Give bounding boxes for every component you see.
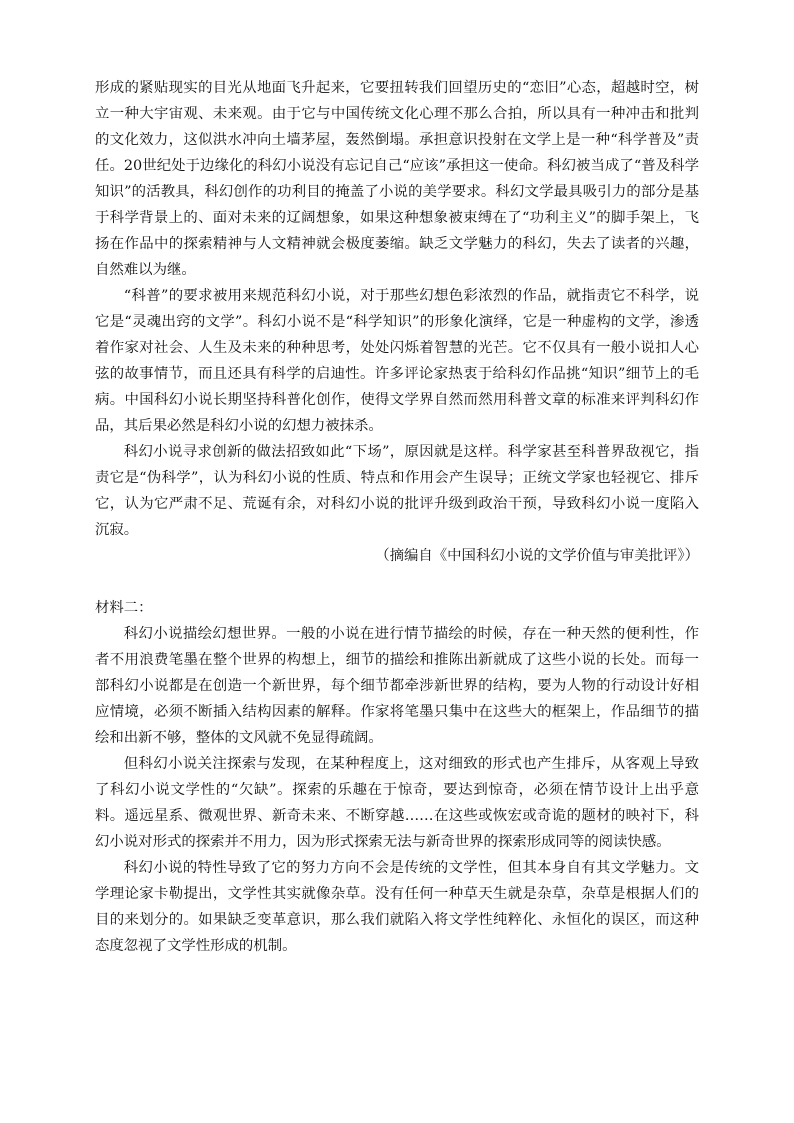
section-gap [95, 569, 699, 595]
paragraph-5: 但科幻小说关注探索与发现，在某种程度上，这对细致的形式也产生排斥，从客观上导致了科幻小说文学性的“欠缺”。探索的乐趣在于惊奇，要达到惊奇，必须在情节设计上出乎意料。遥远星系、微观世界、新奇未来、不断穿越……在这些或恢宏或奇诡的题材的映衬下，科幻小说对形式的探索并不用力，因为形式探索无法与新奇世界的探索形成同等的阅读快感。 [95, 756, 699, 850]
paragraph-6: 科幻小说的特性导致了它的努力方向不会是传统的文学性，但其本身自有其文学魅力。文学理论家卡勒提出，文学性其实就像杂草。没有任何一种草天生就是杂草，杂草是根据人们的目的来划分的。如果缺乏变革意识，那么我们就陷入将文学性纯粹化、永恒化的误区，而这种态度忽视了文学性形成的机制。 [95, 860, 699, 954]
document-body [95, 75, 699, 959]
paragraph-3: 科幻小说寻求创新的做法招致如此“下场”，原因就是这样。科学家甚至科普界敌视它，指责它是“伪科学”，认为科幻小说的性质、特点和作用会产生误导；正统文学家也轻视它、排斥它，认为它严肃不足、荒诞有余，对科幻小说的批评升级到政治干预，导致科幻小说一度陷入沉寂。 [95, 444, 699, 538]
paragraph-2: “科普”的要求被用来规范科幻小说，对于那些幻想色彩浓烈的作品，就指责它不科学，说它是“灵魂出窍的文学”。科幻小说不是“科学知识”的形象化演绎，它是一种虚构的文学，渗透着作家对社会、人生及未来的种种思考，处处闪烁着智慧的光芒。它不仅具有一般小说扣人心弦的故事情节，而且还具有科学的启迪性。许多评论家热衷于给科幻作品挑“知识”细节上的毛病。中国科幻小说长期坚持科普化创作，使得文学界自然而然用科普文章的标准来评判科幻作品，其后果必然是科幻小说的幻想力被抹杀。 [95, 288, 699, 434]
material-two-heading: 材料二： [95, 600, 153, 616]
paragraph-4: 科幻小说描绘幻想世界。一般的小说在进行情节描绘的时候，存在一种天然的便利性，作者不用浪费笔墨在整个世界的构想上，细节的描绘和推陈出新就成了这些小说的长处。而每一部科幻小说都是在创造一个新世界，每个细节都牵涉新世界的结构，要为人物的行动设计好相应情境，必须不断插入结构因素的解释。作家将笔墨只集中在这些大的框架上，作品细节的描绘和出新不够，整体的文风就不免显得疏阔。 [95, 626, 699, 746]
paragraph-1: 形成的紧贴现实的目光从地面飞升起来，它要扭转我们回望历史的“恋旧”心态，超越时空，树立一种大宇宙观、未来观。由于它与中国传统文化心理不那么合拍，所以具有一种冲击和批判的文化效力，这似洪水冲向土墙茅屋，轰然倒塌。承担意识投射在文学上是一种“科学普及”责任。20世纪处于边缘化的科幻小说没有忘记自己“应该”承担这一使命。科幻被当成了“普及科学知识”的活教具，科幻创作的功利目的掩盖了小说的美学要求。科幻文学最具吸引力的部分是基于科学背景上的、面对未来的辽阔想象，如果这种想象被束缚在了“功利主义”的脚手架上，飞扬在作品中的探索精神与人文精神就会极度萎缩。缺乏文学魅力的科幻，失去了读者的兴趣，自然难以为继。 [95, 80, 699, 278]
source-citation: （摘编自《中国科幻小说的文学价值与审美批评》） [375, 548, 699, 564]
